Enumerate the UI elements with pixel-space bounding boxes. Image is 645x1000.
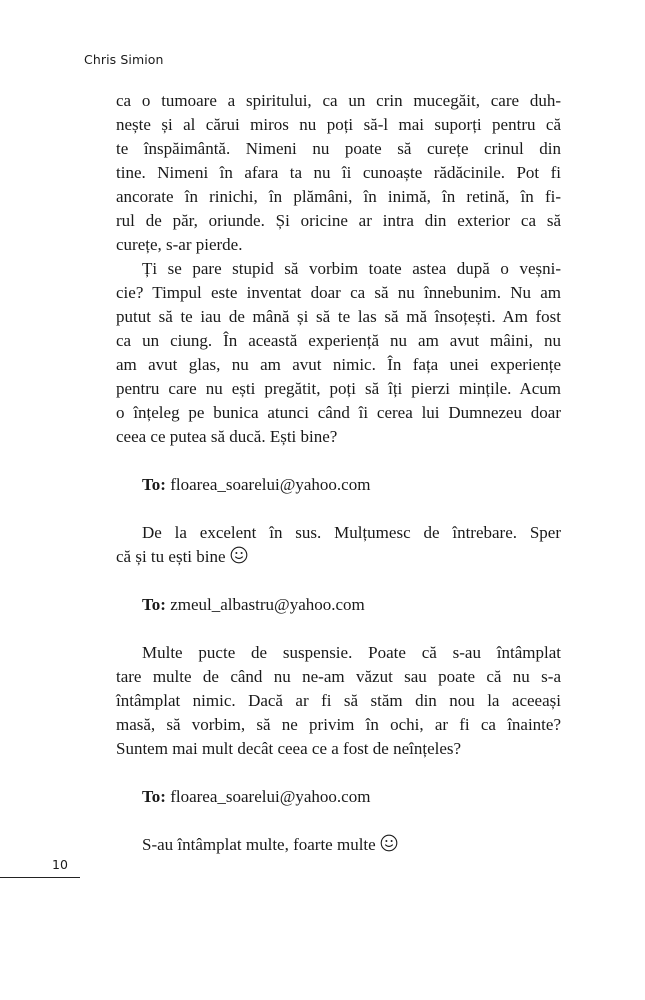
text-line-with-emoticon xyxy=(116,545,561,569)
email-recipient-line xyxy=(116,473,561,497)
text-line: ca un ciung. În această experiență nu am avut mâini, nu xyxy=(116,331,561,350)
text-line: o înțeleg pe bunica atunci când îi cerea lui Dumnezeu doar xyxy=(116,403,561,422)
text-line: ancorate în rinichi, în plămâni, în inimă, în retină, în fi- xyxy=(116,187,561,206)
text-line: S-au întâmplat multe, foarte multe xyxy=(142,835,376,854)
email-address: floarea_soarelui@yahoo.com xyxy=(170,475,371,494)
text-line: tare multe de când nu ne-am văzut sau poate că nu s-a xyxy=(116,667,561,686)
email-address: zmeul_albastru@yahoo.com xyxy=(170,595,365,614)
page-text xyxy=(116,89,561,857)
text-line: Suntem mai mult decât ceea ce a fost de neînțeles? xyxy=(116,739,462,758)
text-line: cie? Timpul este inventat doar ca să nu înnebunim. Nu am xyxy=(116,283,561,302)
to-label: To: xyxy=(142,787,166,806)
text-line: tine. Nimeni în afara ta nu îi cunoaște rădăcinile. Pot fi xyxy=(116,163,561,182)
smiley-face-icon xyxy=(380,834,398,859)
smiley-face-icon xyxy=(230,546,248,571)
text-line: Multe pucte de suspensie. Poate că s-au întâmplat xyxy=(142,643,561,662)
footer-rule xyxy=(0,877,80,878)
text-line: curețe, s-ar pierde. xyxy=(116,235,243,254)
email-recipient-line xyxy=(116,785,561,809)
text-line: ceea ce putea să ducă. Ești bine? xyxy=(116,427,338,446)
text-line-with-emoticon xyxy=(116,833,561,857)
text-line: De la excelent în sus. Mulțumesc de întrebare. Sper xyxy=(142,523,561,542)
text-line: întâmplat nimic. Dacă ar fi să stăm din nou la aceeași xyxy=(116,691,561,710)
to-label: To: xyxy=(142,475,166,494)
text-line: că și tu ești bine xyxy=(116,547,226,566)
text-line: putut să te iau de mână și să te las să mă însoțești. Am fost xyxy=(116,307,561,326)
to-label: To: xyxy=(142,595,166,614)
page-number: 10 xyxy=(52,857,68,872)
text-line: nește și al cărui miros nu poți să-l mai suporți pentru că xyxy=(116,115,561,134)
text-line: masă, să vorbim, să ne privim în ochi, ar fi ca înainte? xyxy=(116,715,561,734)
text-line: Ți se pare stupid să vorbim toate astea după o veșni- xyxy=(142,259,561,278)
text-line: pentru care nu ești pregătit, poți să îți pierzi mințile. Acum xyxy=(116,379,561,398)
text-line: am avut glas, nu am avut nimic. În fața unei experiențe xyxy=(116,355,561,374)
running-head-author: Chris Simion xyxy=(84,52,164,67)
text-line: ca o tumoare a spiritului, ca un crin mucegăit, care duh- xyxy=(116,91,561,110)
email-recipient-line xyxy=(116,593,561,617)
text-line: te înspăimântă. Nimeni nu poate să curețe crinul din xyxy=(116,139,561,158)
email-address: floarea_soarelui@yahoo.com xyxy=(170,787,371,806)
text-line: rul de păr, oriunde. Și oricine ar intra din exterior ca să xyxy=(116,211,561,230)
